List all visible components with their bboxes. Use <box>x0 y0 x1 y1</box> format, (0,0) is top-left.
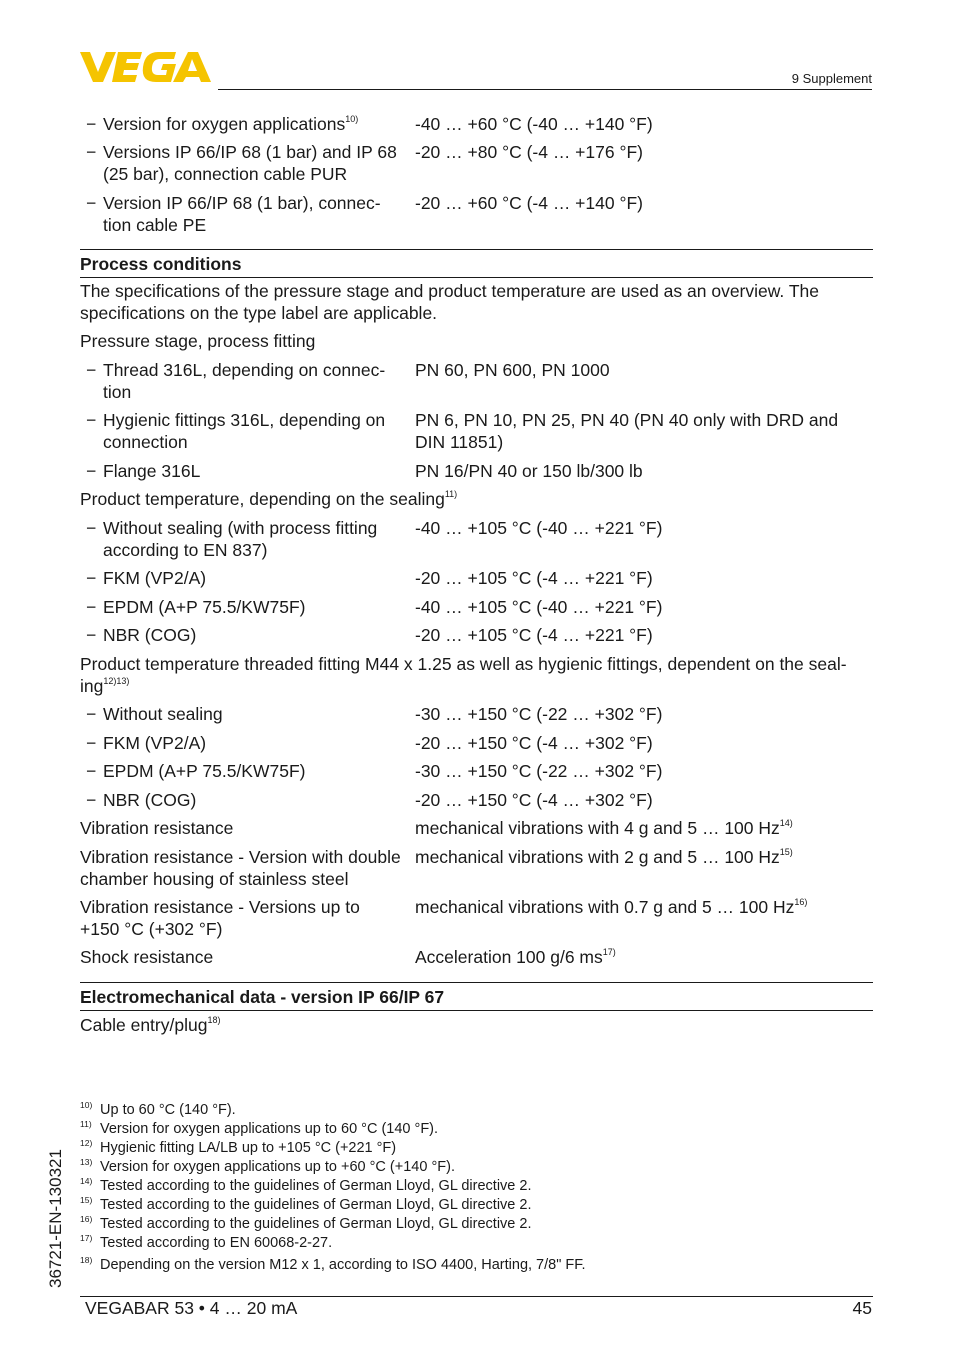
row-label: (25 bar), connection cable PUR <box>103 164 348 184</box>
list-dash: − <box>86 114 97 134</box>
row-label: Vibration resistance - Version with double <box>80 847 401 867</box>
header-rule <box>218 89 872 90</box>
row-value: PN 16/PN 40 or 150 lb/300 lb <box>415 461 643 481</box>
row-label: Vibration resistance - Versions up to <box>80 897 360 917</box>
intro-text: The specifications of the pressure stage and product temperature are used as an overview. The <box>80 281 819 301</box>
row-label: Versions IP 66/IP 68 (1 bar) and IP 68 <box>103 142 397 162</box>
footnote: 10) Up to 60 °C (140 °F). <box>80 1100 236 1118</box>
row-value: PN 60, PN 600, PN 1000 <box>415 360 610 380</box>
list-dash: − <box>86 360 97 380</box>
row-label: according to EN 837) <box>103 540 268 560</box>
row-value: -20 … +105 °C (-4 … +221 °F) <box>415 625 653 645</box>
row-label: Shock resistance <box>80 947 214 967</box>
section-rule <box>80 1010 873 1011</box>
footnote: 11) Version for oxygen applications up to 60 °C (140 °F). <box>80 1119 439 1137</box>
footnote: 17) Tested according to EN 60068-2-27. <box>80 1233 333 1251</box>
row-label: connection <box>103 432 188 452</box>
footnote: 13) Version for oxygen applications up to +60 °C (+140 °F). <box>80 1157 455 1175</box>
group-label: Pressure stage, process fitting <box>80 331 316 351</box>
row-value: -20 … +80 °C (-4 … +176 °F) <box>415 142 643 162</box>
footer-product: VEGABAR 53 • 4 … 20 mA <box>85 1298 298 1318</box>
row-value: -20 … +150 °C (-4 … +302 °F) <box>415 790 653 810</box>
vega-logo <box>80 50 212 89</box>
section-rule <box>80 277 873 278</box>
group-label: Product temperature, depending on the sealing$^{11)}$ <box>80 489 458 509</box>
footnote: 12) Hygienic fitting LA/LB up to +105 °C (+221 °F) <box>80 1138 397 1156</box>
document-id: 36721-EN-130321 <box>46 1149 65 1288</box>
list-dash: − <box>86 193 97 213</box>
row-label: Without sealing <box>103 704 223 724</box>
section-rule <box>80 982 873 983</box>
group-label: ing$^{12)13)}$ <box>80 676 130 696</box>
row-value: PN 6, PN 10, PN 25, PN 40 (PN 40 only with DRD and <box>415 410 839 430</box>
list-dash: − <box>86 142 97 162</box>
row-label: EPDM (A+P 75.5/KW75F) <box>103 761 306 781</box>
row-label: Flange 316L <box>103 461 201 481</box>
row-label: NBR (COG) <box>103 790 197 810</box>
row-value: -20 … +60 °C (-4 … +140 °F) <box>415 193 643 213</box>
row-value: -30 … +150 °C (-22 … +302 °F) <box>415 761 663 781</box>
row-label: Thread 316L, depending on connec- <box>103 360 386 380</box>
row-label: Cable entry/plug$^{18)}$ <box>80 1015 221 1035</box>
intro-text: specifications on the type label are applicable. <box>80 303 438 323</box>
row-label: Version IP 66/IP 68 (1 bar), connec- <box>103 193 381 213</box>
list-dash: − <box>86 568 97 588</box>
row-value: mechanical vibrations with 2 g and 5 … 100 Hz$^{15)}$ <box>415 847 793 867</box>
row-value: mechanical vibrations with 0.7 g and 5 … 100 Hz$^{16)}$ <box>415 897 808 917</box>
row-label: chamber housing of stainless steel <box>80 869 349 889</box>
row-label: tion <box>103 382 132 402</box>
row-label: Without sealing (with process fitting <box>103 518 378 538</box>
footnote: 15) Tested according to the guidelines of German Lloyd, GL directive 2. <box>80 1195 532 1213</box>
row-label: Vibration resistance <box>80 818 234 838</box>
row-label: FKM (VP2/A) <box>103 568 207 588</box>
row-value: -40 … +60 °C (-40 … +140 °F) <box>415 114 653 134</box>
row-value: -20 … +150 °C (-4 … +302 °F) <box>415 733 653 753</box>
list-dash: − <box>86 518 97 538</box>
list-dash: − <box>86 461 97 481</box>
section-rule <box>80 249 873 250</box>
row-label: NBR (COG) <box>103 625 197 645</box>
row-value: -40 … +105 °C (-40 … +221 °F) <box>415 518 663 538</box>
row-value: Acceleration 100 g/6 $ms^{17)}$ <box>415 947 616 967</box>
list-dash: − <box>86 410 97 430</box>
row-value: -40 … +105 °C (-40 … +221 °F) <box>415 597 663 617</box>
row-value: -20 … +105 °C (-4 … +221 °F) <box>415 568 653 588</box>
section-heading: Process conditions <box>80 254 242 274</box>
footnote: 14) Tested according to the guidelines of German Lloyd, GL directive 2. <box>80 1176 532 1194</box>
row-label: Hygienic fittings 316L, depending on <box>103 410 386 430</box>
row-value: DIN 11851) <box>415 432 504 452</box>
list-dash: − <box>86 790 97 810</box>
footer-rule <box>80 1296 873 1297</box>
row-value: mechanical vibrations with 4 g and 5 … 100 Hz$^{14)}$ <box>415 818 793 838</box>
row-value: -30 … +150 °C (-22 … +302 °F) <box>415 704 663 724</box>
footnote: 18) Depending on the version M12 x 1, according to ISO 4400, Harting, 7/8" FF. <box>80 1255 586 1273</box>
list-dash: − <box>86 704 97 724</box>
row-label: tion cable PE <box>103 215 207 235</box>
list-dash: − <box>86 625 97 645</box>
group-label: Product temperature threaded fitting M44 x 1.25 as well as hygienic fittings, dependent on the seal- <box>80 654 847 674</box>
page-number: 45 <box>852 1298 872 1318</box>
section-heading: Electromechanical data - version IP 66/IP 67 <box>80 987 445 1007</box>
list-dash: − <box>86 761 97 781</box>
section-label: 9 Supplement <box>791 71 872 86</box>
footnote: 16) Tested according to the guidelines of German Lloyd, GL directive 2. <box>80 1214 532 1232</box>
row-label: EPDM (A+P 75.5/KW75F) <box>103 597 306 617</box>
list-dash: − <box>86 733 97 753</box>
row-label: Version for oxygen applications$^{10)}$ <box>103 114 359 134</box>
list-dash: − <box>86 597 97 617</box>
row-label: +150 °C (+302 °F) <box>80 919 223 939</box>
row-label: FKM (VP2/A) <box>103 733 207 753</box>
